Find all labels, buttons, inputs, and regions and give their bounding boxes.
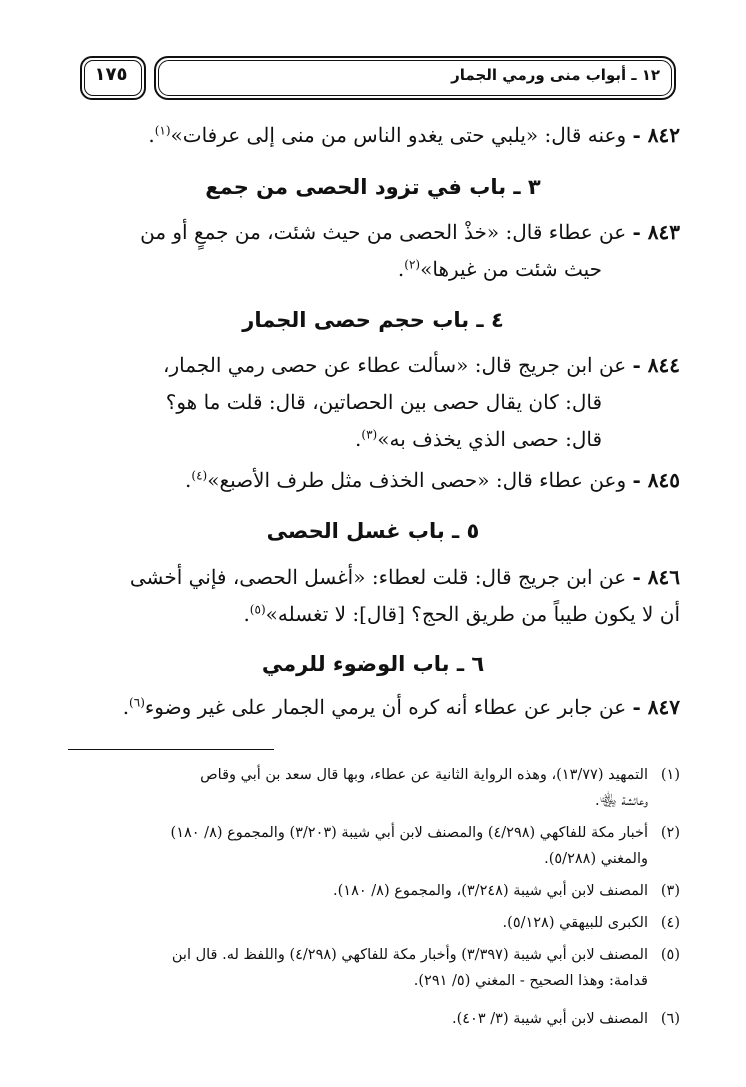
footnote-text: والمغني (٥/٢٨٨). — [544, 851, 648, 867]
entry-text: قال: حصى الذي يخذف به» — [377, 427, 602, 451]
footnote-text: وعائشة ﵄. — [594, 793, 648, 809]
entry-number: ٨٤٧ - — [632, 695, 680, 719]
footnote-ref: (٥) — [249, 602, 266, 617]
footnote-number: (٥) — [660, 947, 680, 963]
footnote-6 — [68, 1006, 680, 1032]
footnote-1 — [68, 762, 680, 814]
page-number: ١٧٥ — [94, 64, 128, 85]
entry-number: ٨٤٦ - — [632, 565, 680, 589]
hadith-entry-845 — [80, 462, 680, 499]
footnote-4 — [68, 910, 680, 936]
section-heading-6: ٦ ـ باب الوضوء للرمي — [261, 652, 485, 676]
footnote-text: المصنف لابن أبي شيبة (٣/ ٤٠٣). — [451, 1011, 648, 1027]
footnote-separator — [68, 749, 274, 750]
entry-punct: . — [122, 695, 130, 719]
footnote-number: (٤) — [660, 915, 680, 931]
entry-text: عن جابر عن عطاء أنه كره أن يرمي الجمار على غير وضوء — [144, 695, 627, 719]
entry-number: ٨٤٤ - — [632, 353, 680, 377]
entry-text: عن ابن جريج قال: قلت لعطاء: «أغسل الحصى، فإني أخشى — [129, 565, 627, 589]
entry-text: حيث شئت من غيرها» — [420, 257, 602, 281]
entry-punct: . — [243, 602, 250, 626]
entry-text: وعن عطاء قال: «حصى الخذف مثل طرف الأصبع» — [207, 468, 627, 492]
entry-punct: . — [355, 427, 362, 451]
entry-text: عن ابن جريج قال: «سألت عطاء عن حصى رمي الجمار، — [163, 353, 627, 377]
running-header — [80, 56, 676, 100]
hadith-entry-844 — [80, 347, 680, 458]
hadith-entry-846 — [80, 559, 680, 633]
section-heading-3: ٣ ـ باب في تزود الحصى من جمع — [205, 175, 541, 199]
footnote-number: (٣) — [660, 883, 680, 899]
entry-punct: . — [397, 257, 405, 281]
footnote-text: التمهيد (١٣/٧٧)، وهذه الرواية الثانية عن عطاء، وبها قال سعد بن أبي وقاص — [200, 767, 648, 783]
hadith-entry-842 — [80, 117, 680, 154]
section-heading-5: ٥ ـ باب غسل الحصى — [266, 519, 480, 543]
footnote-text: المصنف لابن أبي شيبة (٣/٣٩٧) وأخبار مكة للفاكهي (٤/٢٩٨) واللفظ له. قال ابن — [171, 947, 648, 963]
entry-text: أن لا يكون طيباً من طريق الحج؟ [قال]: لا تغسله» — [265, 602, 680, 626]
entry-text: وعنه قال: «يلبي حتى يغدو الناس من منى إلى عرفات» — [170, 123, 627, 147]
section-heading-4: ٤ ـ باب حجم حصى الجمار — [242, 308, 504, 332]
chapter-title-frame — [154, 56, 676, 100]
footnote-text: قدامة: وهذا الصحيح - المغني (٥/ ٢٩١). — [413, 973, 648, 989]
footnote-number: (٢) — [660, 825, 680, 841]
footnote-number: (٦) — [660, 1011, 680, 1027]
footnote-text: أخبار مكة للفاكهي (٤/٢٩٨) والمصنف لابن أبي شيبة (٣/٢٠٣) والمجموع (٨/ ١٨٠) — [170, 825, 648, 841]
chapter-title: ١٢ ـ أبواب منى ورمي الجمار — [451, 66, 660, 84]
entry-number: ٨٤٢ - — [632, 123, 680, 147]
footnote-ref: (١) — [154, 123, 171, 138]
entry-text: عن عطاء قال: «خذْ الحصى من حيث شئت، من جمعٍ أو من — [140, 220, 627, 244]
entry-number: ٨٤٥ - — [632, 468, 680, 492]
entry-punct: . — [148, 123, 155, 147]
entry-number: ٨٤٣ - — [632, 220, 680, 244]
footnote-number: (١) — [660, 767, 680, 783]
footnote-ref: (٦) — [129, 695, 145, 710]
footnote-5 — [68, 942, 680, 994]
footnote-2 — [68, 820, 680, 872]
footnote-ref: (٣) — [361, 427, 378, 442]
entry-punct: . — [185, 468, 192, 492]
footnote-ref: (٢) — [404, 257, 421, 272]
footnote-3 — [68, 878, 680, 904]
footnote-text: الكبرى للبيهقي (٥/١٢٨). — [502, 915, 648, 931]
entry-text: قال: كان يقال حصى بين الحصاتين، قال: قلت ما هو؟ — [165, 390, 602, 414]
footnote-ref: (٤) — [191, 468, 208, 483]
hadith-entry-843 — [80, 214, 680, 288]
footnote-text: المصنف لابن أبي شيبة (٣/٢٤٨)، والمجموع (٨/ ١٨٠). — [333, 883, 648, 899]
hadith-entry-847 — [80, 689, 680, 726]
